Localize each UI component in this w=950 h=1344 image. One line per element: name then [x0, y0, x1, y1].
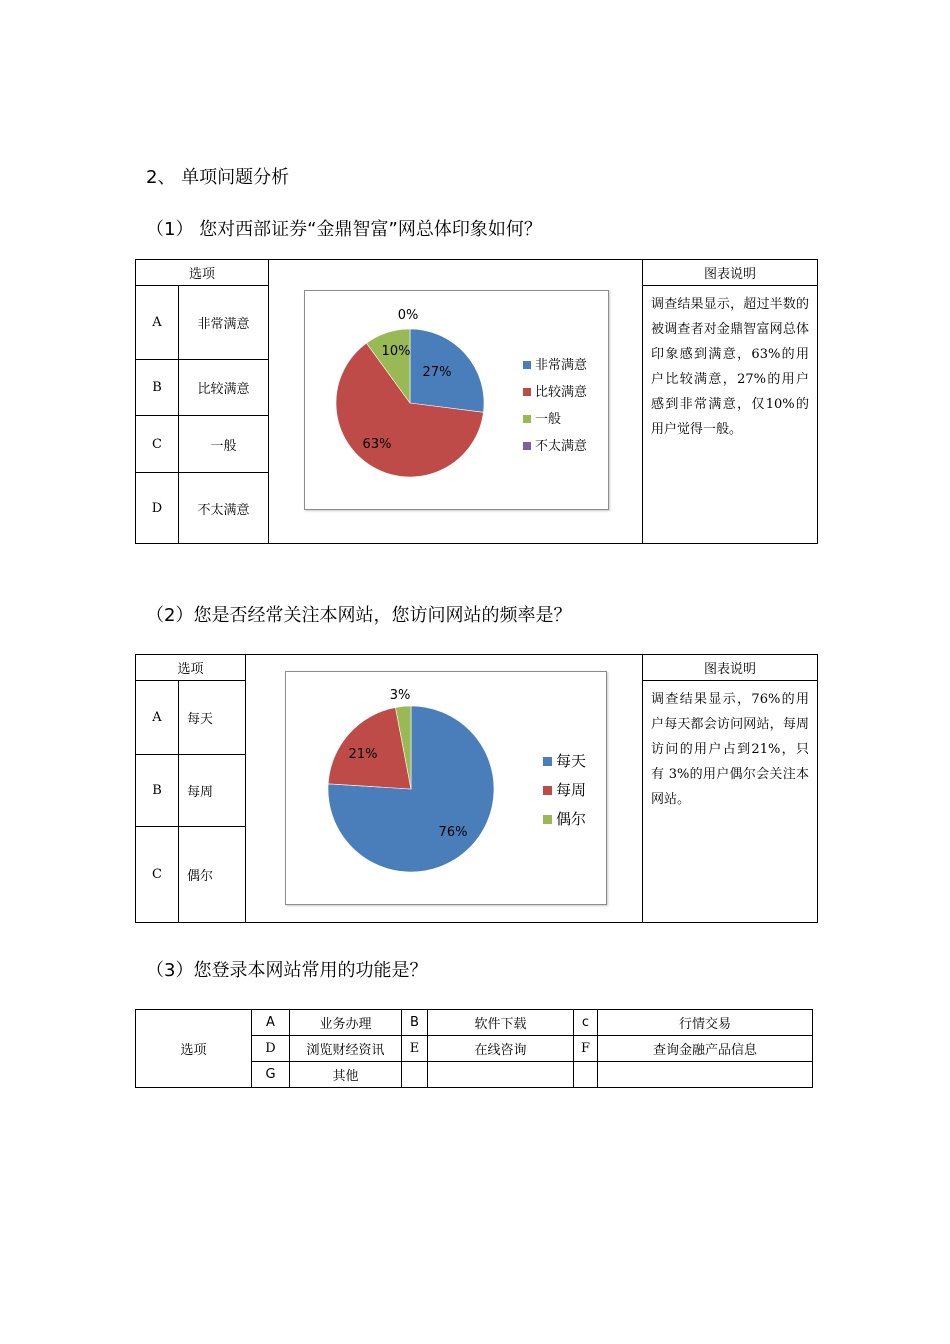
option-letter: B	[136, 360, 179, 416]
option-label: 非常满意	[179, 286, 269, 360]
data-label: 76%	[438, 825, 468, 840]
legend-swatch	[523, 442, 531, 450]
legend-swatch	[543, 815, 552, 824]
pie-chart-1	[305, 291, 608, 509]
option-label	[598, 1062, 813, 1088]
legend-label: 不太满意	[535, 439, 588, 454]
legend-label: 偶尔	[556, 810, 587, 828]
legend-label: 非常满意	[535, 358, 588, 373]
option-letter: C	[136, 827, 179, 923]
question-3-table	[135, 1009, 813, 1088]
option-label: 在线咨询	[428, 1036, 574, 1062]
data-label: 63%	[362, 437, 392, 452]
data-label: 0%	[397, 308, 419, 323]
question-1-title: （1） 您对西部证券“金鼎智富”网总体印象如何？	[146, 219, 542, 240]
option-label: 每周	[179, 755, 246, 827]
legend-swatch	[523, 415, 531, 423]
pie-chart-2	[286, 672, 606, 904]
chart-description: 调查结果显示，超过半数的被调查者对金鼎智富网总体印象感到满意，63%的用户比较满意，27%的用户感到非常满意，仅10%的用户觉得一般。	[643, 286, 818, 544]
section-title: 2、 单项问题分析	[146, 167, 290, 188]
option-letter: G	[252, 1062, 290, 1088]
description-header: 图表说明	[643, 655, 818, 681]
options-header: 选项	[136, 655, 246, 681]
option-label: 浏览财经资讯	[290, 1036, 402, 1062]
option-letter: B	[136, 755, 179, 827]
option-label: 每天	[179, 681, 246, 755]
option-letter: F	[574, 1036, 598, 1062]
option-label: 行情交易	[598, 1010, 813, 1036]
option-letter: E	[402, 1036, 428, 1062]
legend-label: 每周	[556, 781, 587, 799]
option-letter: c	[574, 1010, 598, 1036]
legend-swatch	[523, 361, 531, 369]
question-3-title: （3）您登录本网站常用的功能是？	[146, 960, 428, 981]
pie-chart-1-frame	[304, 290, 609, 510]
option-label: 不太满意	[179, 473, 269, 544]
legend-label: 每天	[556, 752, 587, 770]
data-label: 27%	[422, 365, 452, 380]
options-header: 选项	[136, 1010, 252, 1088]
option-letter: C	[136, 416, 179, 473]
data-label: 10%	[381, 344, 411, 359]
option-letter: A	[252, 1010, 290, 1036]
option-letter: D	[252, 1036, 290, 1062]
option-letter	[402, 1062, 428, 1088]
option-label	[428, 1062, 574, 1088]
option-label: 偶尔	[179, 827, 246, 923]
chart-description: 调查结果显示，76%的用户每天都会访问网站，每周访问的用户占到21%，只有 3%的用户偶尔会关注本网站。	[643, 681, 818, 923]
option-letter: A	[136, 286, 179, 360]
option-label: 一般	[179, 416, 269, 473]
legend-swatch	[543, 786, 552, 795]
legend-label: 一般	[535, 412, 562, 427]
options-header: 选项	[136, 260, 269, 286]
option-label: 业务办理	[290, 1010, 402, 1036]
option-letter: B	[402, 1010, 428, 1036]
option-label: 比较满意	[179, 360, 269, 416]
option-label: 软件下载	[428, 1010, 574, 1036]
option-label: 其他	[290, 1062, 402, 1088]
data-label: 3%	[389, 688, 411, 703]
pie-chart-2-frame	[285, 671, 607, 905]
legend-swatch	[523, 388, 531, 396]
question-2-title: （2）您是否经常关注本网站，您访问网站的频率是？	[146, 605, 572, 626]
option-letter	[574, 1062, 598, 1088]
legend-label: 比较满意	[535, 385, 588, 400]
option-label: 查询金融产品信息	[598, 1036, 813, 1062]
description-header: 图表说明	[643, 260, 818, 286]
option-letter: A	[136, 681, 179, 755]
option-letter: D	[136, 473, 179, 544]
legend-swatch	[543, 757, 552, 766]
data-label: 21%	[348, 747, 378, 762]
